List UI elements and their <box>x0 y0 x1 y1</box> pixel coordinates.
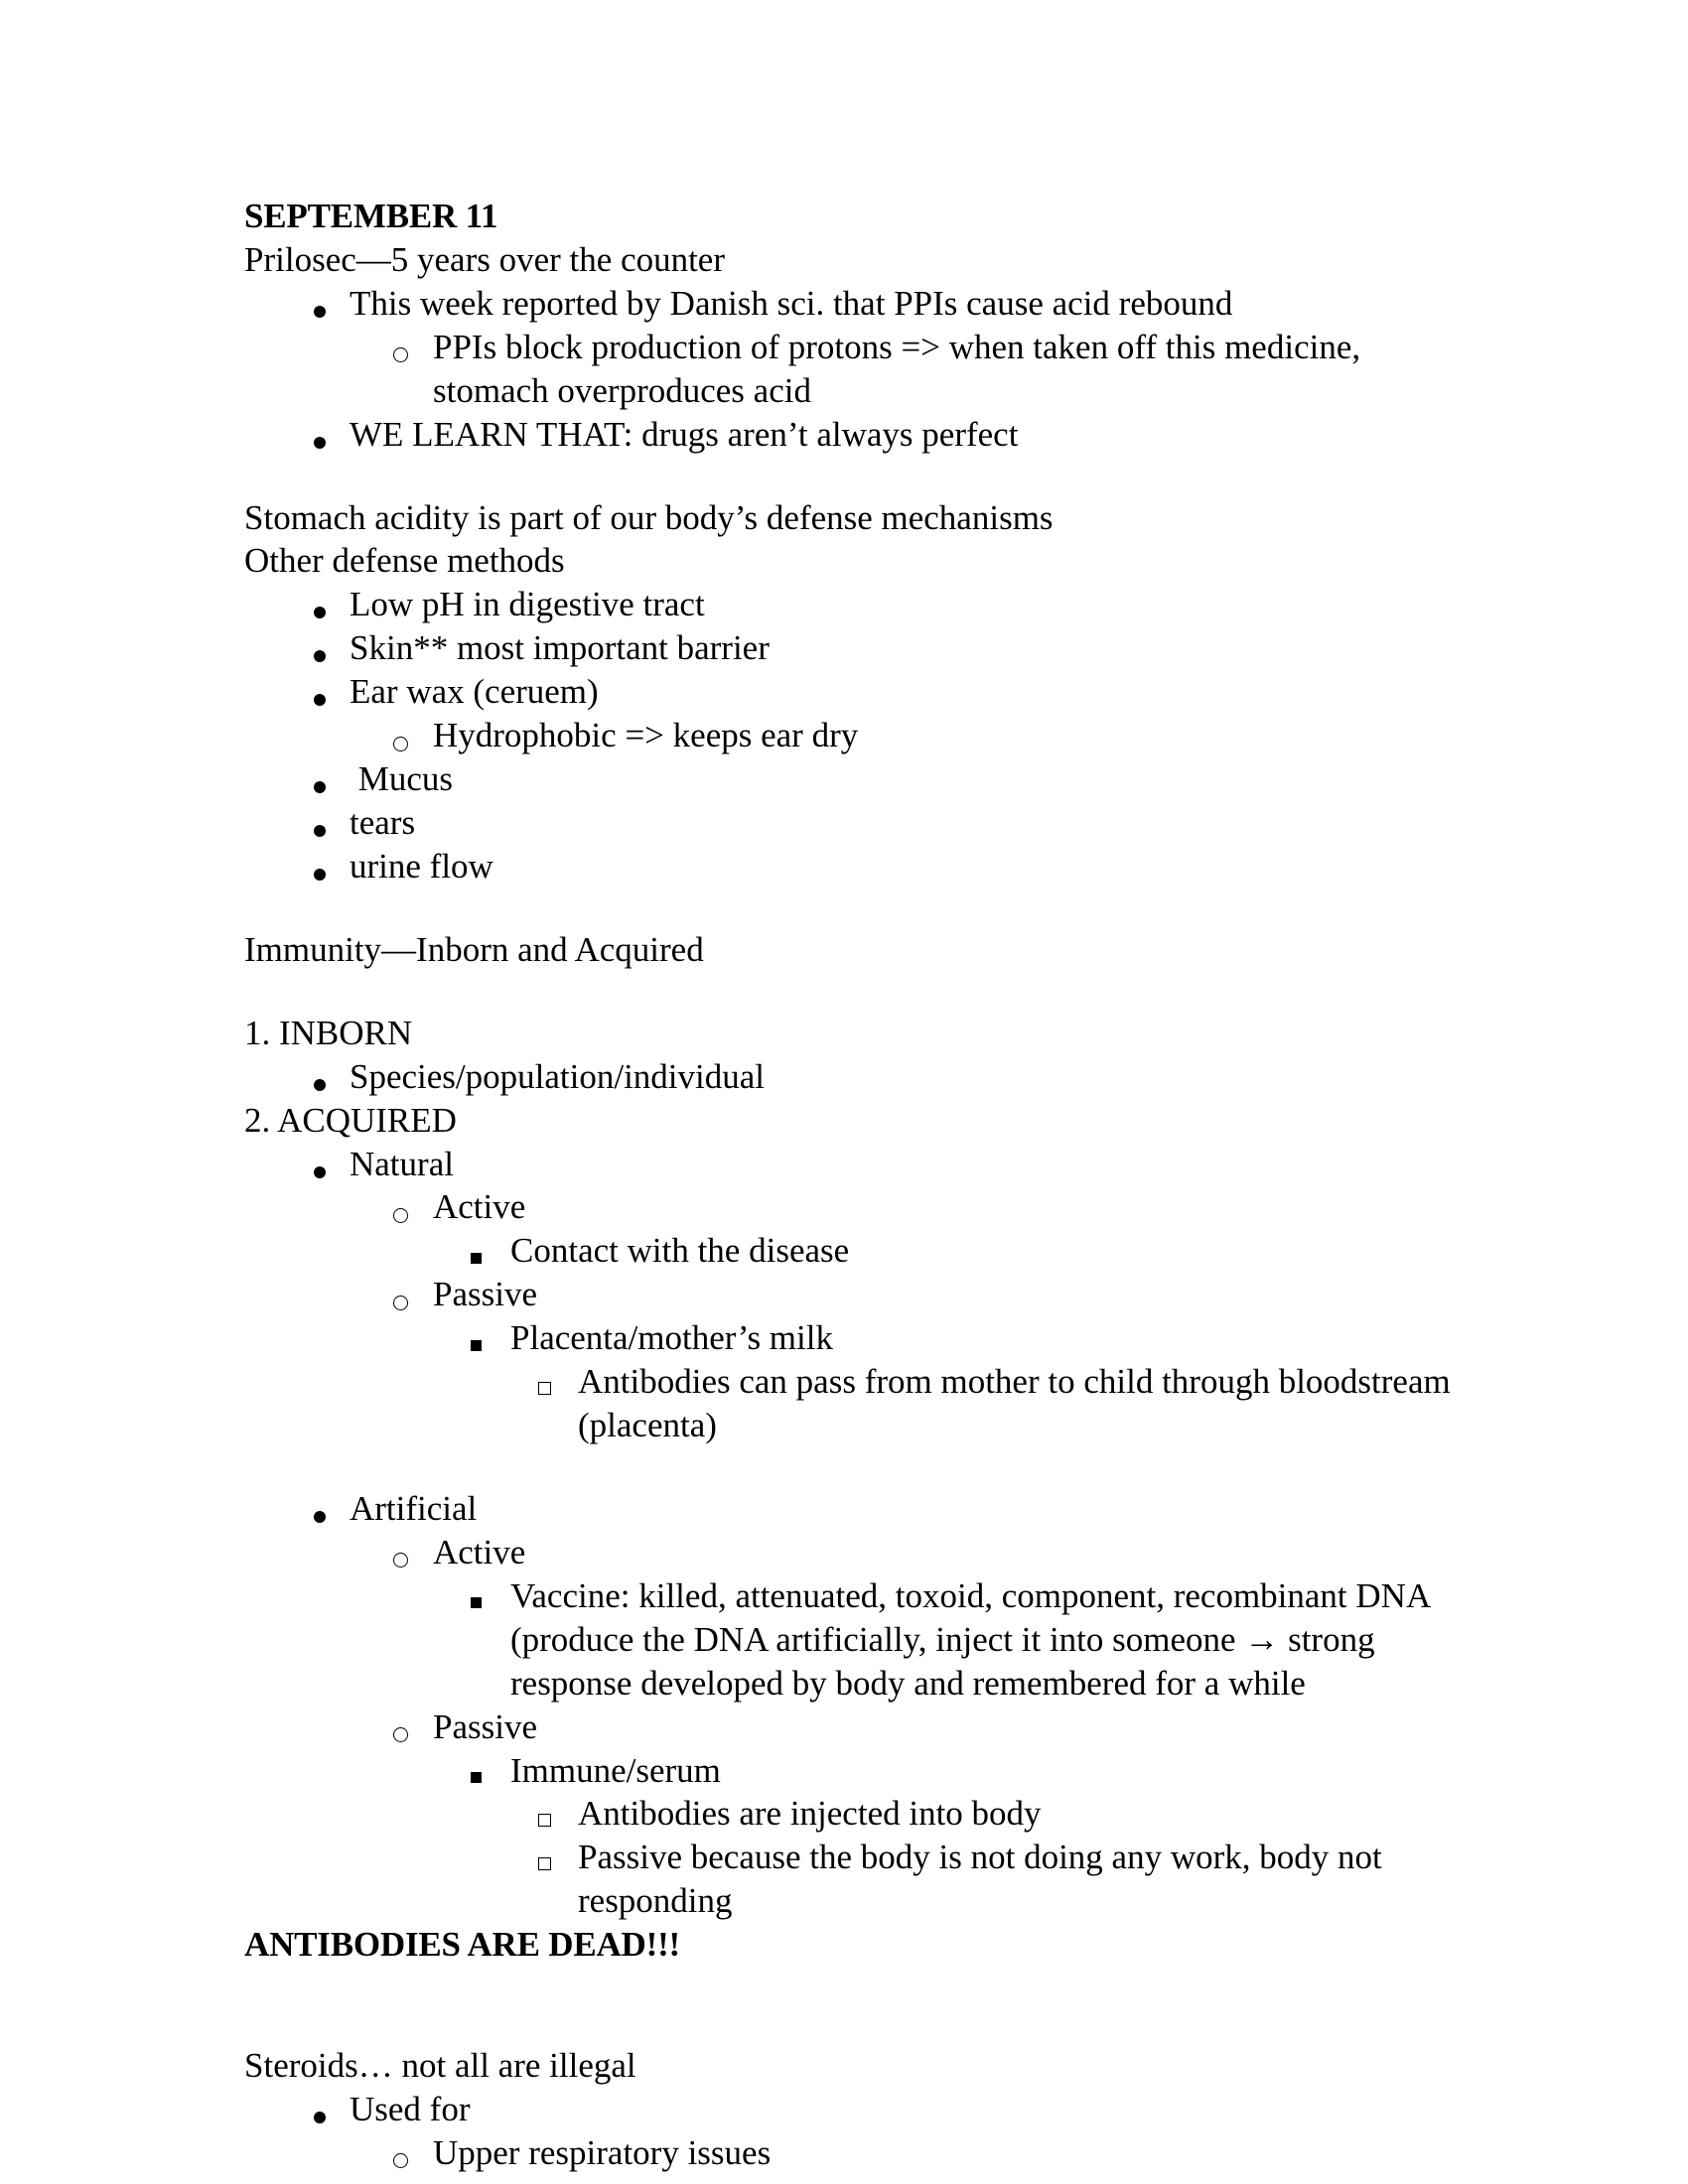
bullet-used-for <box>244 2088 1466 2131</box>
bullet-square-filled-icon <box>471 1316 510 1357</box>
bullet-natural <box>244 1143 1466 1186</box>
stomach-acidity-line: Stomach acidity is part of our body’s defense mechanisms <box>244 497 1054 537</box>
bullet-disc-icon <box>314 306 326 318</box>
bullet-disc-icon <box>314 781 326 793</box>
bullet-ear-wax-label: Ear wax (ceruem) <box>350 672 599 712</box>
bullet-square-hollow-icon <box>538 1857 551 1870</box>
bullet-skin-barrier <box>244 626 1466 670</box>
bullet-natural-label: Natural <box>350 1144 454 1183</box>
bullet-circle-icon <box>393 2153 408 2168</box>
bullet-we-learn-that-label: WE LEARN THAT: drugs aren’t always perfect <box>350 414 1019 454</box>
bullet-artificial-passive <box>244 1706 1466 1749</box>
bullet-disc-icon <box>314 437 326 449</box>
bullet-circle-icon <box>393 737 408 751</box>
bullet-low-ph <box>244 583 1466 626</box>
bullet-disc-icon <box>314 670 350 712</box>
bullet-placenta-mothers-milk-label: Placenta/mother’s milk <box>510 1318 833 1358</box>
bullet-upper-respiratory-issues-label: Upper respiratory issues <box>433 2132 772 2172</box>
bullet-antibodies-pass-mother-child <box>244 1360 1466 1447</box>
bullet-tears-label: tears <box>350 802 416 842</box>
bullet-species-population-individual-label: Species/population/individual <box>350 1056 766 1096</box>
bullet-disc-icon <box>314 1143 350 1184</box>
spacer-1 <box>244 457 1466 496</box>
bullet-circle-icon <box>393 1553 408 1568</box>
bullet-disc-icon <box>314 2088 350 2129</box>
bullet-square-hollow-icon <box>538 1814 551 1827</box>
acquired-numbered-heading: 2. ACQUIRED <box>244 1100 457 1140</box>
bullet-circle-icon <box>393 1727 408 1742</box>
bullet-circle-icon <box>393 1706 433 1747</box>
bullet-danish-report-label: This week reported by Danish sci. that PPIs cause acid rebound <box>350 283 1233 323</box>
bullet-contact-with-disease <box>244 1229 1466 1273</box>
antibodies-are-dead-heading: ANTIBODIES ARE DEAD!!! <box>244 1925 680 1965</box>
bullet-passive-body-not-working-label: Passive because the body is not doing any work, body not responding <box>578 1838 1391 1921</box>
spacer-5 <box>244 1967 1466 2044</box>
spacer-4 <box>244 1447 1466 1487</box>
bullet-ppis-block-protons-label: PPIs block production of protons => when taken off this medicine, stomach overproduces acid <box>433 327 1369 410</box>
bullet-artificial-active <box>244 1531 1466 1574</box>
bullet-artificial-passive-label: Passive <box>433 1706 537 1746</box>
bullet-disc-icon <box>314 801 350 843</box>
bullet-tears <box>244 801 1466 845</box>
bullet-square-hollow-icon <box>538 1360 578 1401</box>
bullet-disc-icon <box>314 650 326 662</box>
spacer-2 <box>244 888 1466 928</box>
bullet-upper-respiratory-issues <box>244 2131 1466 2175</box>
spacer-3 <box>244 972 1466 1012</box>
bullet-passive-body-not-working <box>244 1836 1466 1923</box>
bullet-circle-icon <box>393 2131 433 2173</box>
bullet-square-filled-icon <box>471 1340 482 1351</box>
bullet-square-filled-icon <box>471 1772 482 1783</box>
bullet-circle-icon <box>393 714 433 755</box>
bullet-natural-active <box>244 1185 1466 1229</box>
bullet-disc-icon <box>314 869 326 881</box>
bullet-disc-icon <box>314 583 350 624</box>
bullet-circle-icon <box>393 1185 433 1227</box>
bullet-low-ph-label: Low pH in digestive tract <box>350 585 705 624</box>
bullet-disc-icon <box>314 282 350 324</box>
bullet-circle-icon <box>393 1296 408 1310</box>
bullet-antibodies-pass-mother-child-label: Antibodies can pass from mother to child through bloodstream (placenta) <box>578 1362 1460 1445</box>
bullet-urine-flow <box>244 845 1466 888</box>
bullet-species-population-individual <box>244 1055 1466 1099</box>
bullet-we-learn-that <box>244 413 1466 457</box>
bullet-skin-barrier-label: Skin** most important barrier <box>350 628 770 668</box>
bullet-disc-icon <box>314 2112 326 2123</box>
bullet-square-filled-icon <box>471 1597 482 1608</box>
prilosec-line: Prilosec—5 years over the counter <box>244 239 726 279</box>
bullet-hydrophobic <box>244 714 1466 757</box>
bullet-circle-icon <box>393 1208 408 1223</box>
bullet-square-hollow-icon <box>538 1792 578 1833</box>
bullet-disc-icon <box>314 1487 350 1529</box>
bullet-artificial <box>244 1487 1466 1531</box>
bullet-disc-icon <box>314 845 350 887</box>
bullet-square-hollow-icon <box>538 1836 578 1876</box>
bullet-circle-icon <box>393 1531 433 1572</box>
document-body <box>244 195 1466 2175</box>
bullet-immune-serum-label: Immune/serum <box>510 1750 721 1790</box>
bullet-ppis-block-protons <box>244 326 1466 413</box>
bullet-square-filled-icon <box>471 1749 510 1790</box>
bullet-contact-with-disease-label: Contact with the disease <box>510 1231 850 1271</box>
bullet-disc-icon <box>314 607 326 618</box>
bullet-disc-icon <box>314 694 326 706</box>
bullet-antibodies-injected-label: Antibodies are injected into body <box>578 1794 1042 1834</box>
bullet-disc-icon <box>314 1166 326 1178</box>
bullet-circle-icon <box>393 1273 433 1314</box>
bullet-mucus-label: Mucus <box>350 759 454 799</box>
steroids-line: Steroids… not all are illegal <box>244 2046 636 2086</box>
bullet-artificial-label: Artificial <box>350 1488 478 1528</box>
bullet-artificial-active-label: Active <box>433 1532 526 1571</box>
bullet-disc-icon <box>314 757 350 799</box>
bullet-square-filled-icon <box>471 1574 510 1615</box>
date-heading: SEPTEMBER 11 <box>244 197 498 235</box>
bullet-urine-flow-label: urine flow <box>350 846 493 886</box>
bullet-disc-icon <box>314 1055 350 1097</box>
bullet-square-filled-icon <box>471 1229 510 1270</box>
bullet-circle-icon <box>393 326 433 367</box>
bullet-disc-icon <box>314 1511 326 1523</box>
bullet-used-for-label: Used for <box>350 2090 471 2129</box>
bullet-natural-passive-label: Passive <box>433 1275 537 1314</box>
bullet-natural-active-label: Active <box>433 1187 526 1227</box>
bullet-vaccine-types <box>244 1574 1466 1706</box>
bullet-danish-report <box>244 282 1466 326</box>
bullet-placenta-mothers-milk <box>244 1316 1466 1360</box>
bullet-square-filled-icon <box>471 1253 482 1264</box>
immunity-heading-line: Immunity—Inborn and Acquired <box>244 929 704 969</box>
bullet-hydrophobic-label: Hydrophobic => keeps ear dry <box>433 716 859 755</box>
bullet-disc-icon <box>314 413 350 455</box>
bullet-vaccine-types-label: Vaccine: killed, attenuated, toxoid, component, recombinant DNA (produce the DNA artificially, inject it into someone → strong response developed by body and remembered for a while <box>510 1575 1439 1703</box>
bullet-natural-passive <box>244 1273 1466 1316</box>
other-defense-methods-line: Other defense methods <box>244 541 565 581</box>
bullet-ear-wax <box>244 670 1466 714</box>
inborn-numbered-heading: 1. INBORN <box>244 1013 413 1052</box>
bullet-antibodies-injected <box>244 1792 1466 1836</box>
bullet-mucus <box>244 757 1466 801</box>
bullet-circle-icon <box>393 347 408 362</box>
bullet-disc-icon <box>314 825 326 837</box>
bullet-immune-serum <box>244 1749 1466 1793</box>
bullet-disc-icon <box>314 626 350 668</box>
bullet-square-hollow-icon <box>538 1382 551 1395</box>
bullet-disc-icon <box>314 1079 326 1091</box>
